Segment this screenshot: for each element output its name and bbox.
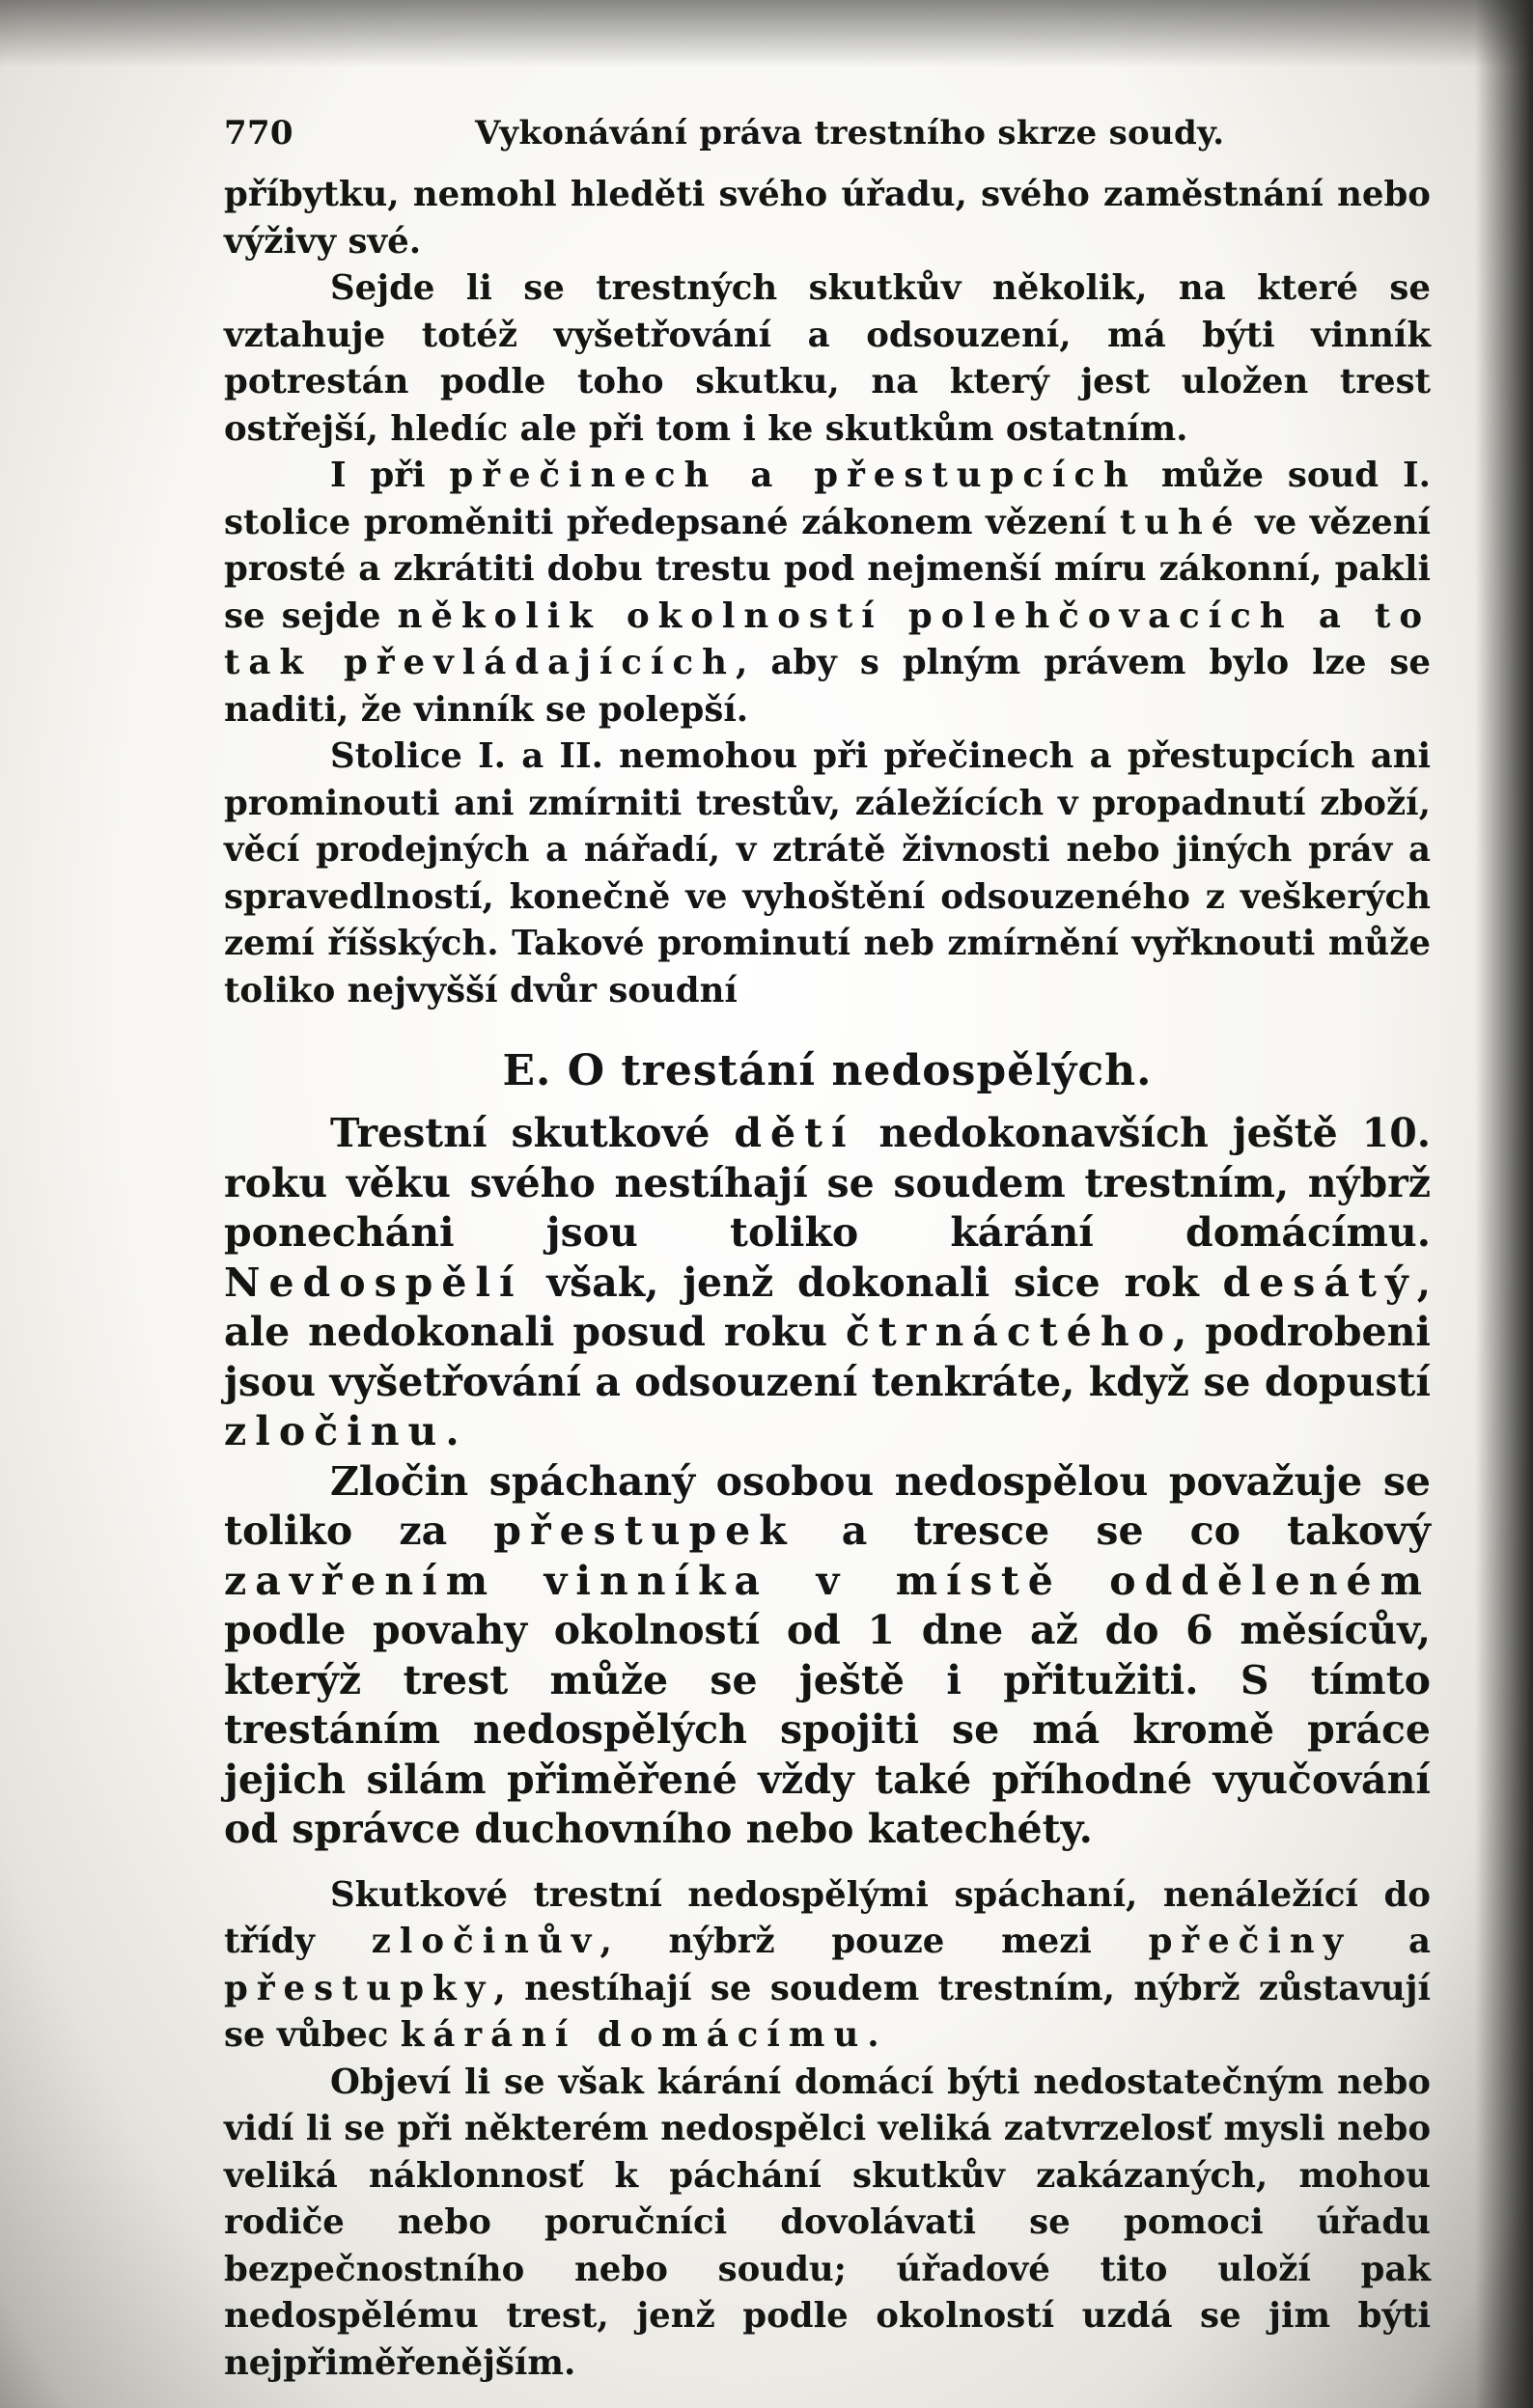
text-run: ve vězení prosté a zkrátiti dobu trestu pod nejmenší míru zákonní, pakli se sejde (224, 502, 1431, 636)
section-d-text (224, 172, 1431, 1014)
paragraph (224, 1872, 1431, 2060)
text-run: . (867, 2015, 879, 2055)
text-run: může soud I. stolice proměniti předepsané zákonem vězení (224, 456, 1431, 542)
text-run: , aby s plným právem bylo lze se naditi, že vinník se polepší. (224, 643, 1432, 730)
paragraph (224, 1457, 1431, 1855)
spaced-emphasis: několik okolností polehčovacích a to tak převládajících (224, 595, 1432, 682)
page-number: 770 (224, 114, 293, 152)
running-title: Vykonávání práva trestního skrze soudy. (475, 114, 1225, 152)
spaced-emphasis: Nedospělí (224, 1259, 523, 1306)
paragraph (224, 453, 1431, 733)
scan-shadow-top (0, 0, 1533, 68)
spaced-emphasis: tuhé (1119, 502, 1242, 542)
paragraph: Objeví li se však kárání domácí býti nedostatečným nebo vidí li se při některém nedospělci veliká zatvrzelosť mysli nebo veliká náklonnosť k páchání skutkův zakázaných, mohou rodiče nebo poručníci dovolávati se pomoci úřadu bezpečnostního nebo soudu; úřadové tito uloží pak nedospělému trest, jenž podle okolností uzdá se jim býti nejpřiměřenějším. (224, 2062, 1431, 2383)
text-run: podle povahy okolností od 1 dne až do 6 měsícův, kterýž trest může se ještě i přitužiti. S tímto trestáním nedospělých spojiti se má kromě práce jejich silám přiměřené vždy také příhodné vyučování od správce duchovního nebo katechéty. (224, 1607, 1431, 1852)
text-run: Trestní skutkové (330, 1110, 735, 1156)
text-run: , nestíhají se soudem trestním, nýbrž zůstavují se vůbec (224, 1968, 1431, 2055)
paragraph: Sejde li se trestných skutkův několik, na které se vztahuje totéž vyšetřování a odsouzení, má býti vinník potrestán podle toho skutku, na který jest uložen trest ostřejší, hledíc ale při tom i ke skutkům ostatním. (224, 268, 1431, 449)
book-page (224, 114, 1431, 2387)
spaced-emphasis: kárání domácímu (400, 2015, 868, 2055)
text-run: I při (330, 456, 450, 495)
scan-shadow-right (1475, 0, 1533, 2408)
text-run: však, jenž dokonali sice rok (522, 1259, 1223, 1306)
spaced-emphasis: dětí (734, 1110, 855, 1156)
spaced-emphasis: přečinech a přestupcích (449, 456, 1137, 495)
text-run: nedokonavších ještě 10. roku věku svého nestíhají se soudem trestním, nýbrž ponecháni jsou toliko kárání domácímu. (224, 1110, 1431, 1256)
text-run: Zločin spáchaný osobou nedospělou považuje se toliko za (224, 1457, 1431, 1554)
text-run: , ale nedokonali posud roku (224, 1259, 1431, 1355)
text-run: Skutkové trestní nedospělými spáchaní, nenáležící do třídy (224, 1874, 1431, 1961)
spaced-emphasis: přestupky (224, 1968, 494, 2008)
spaced-emphasis: zločinu (224, 1408, 446, 1454)
spaced-emphasis: desátý (1222, 1259, 1417, 1306)
page-header (224, 114, 1431, 172)
spaced-emphasis: zavřením vinníka v místě odděleném (224, 1557, 1431, 1604)
spaced-emphasis: přečiny (1148, 1922, 1352, 1961)
text-run: a (1352, 1922, 1431, 1961)
text-run: . (445, 1408, 460, 1454)
section-f-text (224, 1872, 1431, 2388)
text-run: , nýbrž pouze mezi (599, 1922, 1149, 1961)
paragraph: příbytku, nemohl hleděti svého úřadu, svého zaměstnání nebo výživy své. (224, 175, 1431, 262)
paragraph: Stolice I. a II. nemohou při přečinech a přestupcích ani prominouti ani zmírniti trestův, záležících v propadnutí zboží, věcí prodejných a nářadí, v ztrátě živnosti nebo jiných práv a spravedlností, konečně ve vyhoštění odsouzeného z veškerých zemí říšských. Takové prominutí neb zmírnění vyřknouti může toliko nejvyšší dvůr soudní (224, 736, 1431, 1010)
section-heading: E. O trestání nedospělých. (502, 1046, 1153, 1095)
spaced-emphasis: přestupek (493, 1508, 795, 1554)
text-run: a tresce se co takový (794, 1508, 1431, 1554)
paragraph (224, 1109, 1431, 1457)
spaced-emphasis: zločinův (371, 1922, 600, 1961)
spaced-emphasis: čtrnáctého (845, 1309, 1173, 1355)
text-run: , podrobeni jsou vyšetřování a odsouzení tenkráte, když se dopustí (224, 1309, 1431, 1405)
section-e-text (224, 1109, 1431, 1855)
